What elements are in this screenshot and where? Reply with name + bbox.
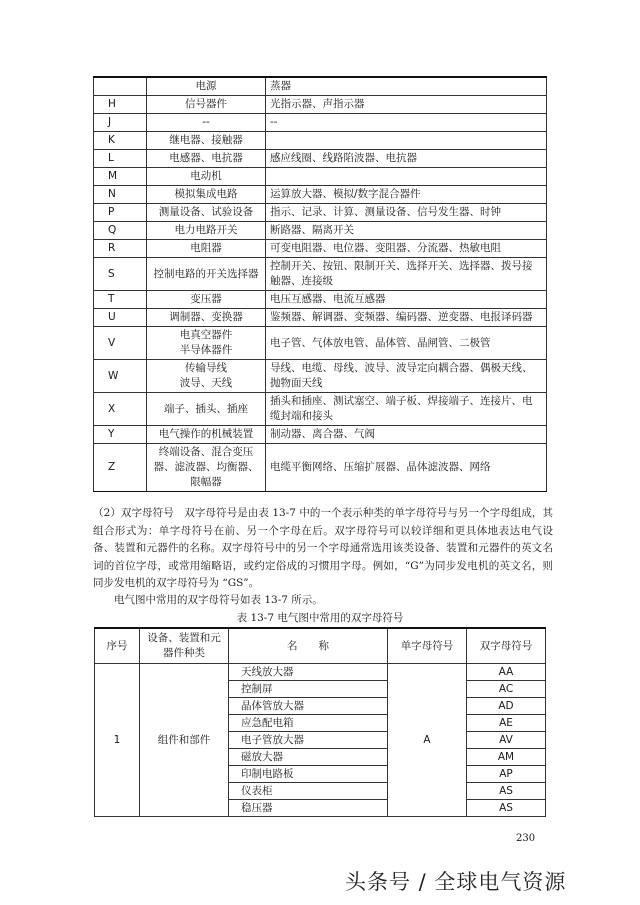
letter-cell: X xyxy=(94,393,147,426)
letter-cell: Q xyxy=(94,222,147,240)
header-double: 双字母符号 xyxy=(467,628,546,664)
example-cell: 导线、电缆、母线、波导、波导定向耦合器、偶极天线、抛物面天线 xyxy=(266,360,547,393)
table-row xyxy=(94,393,547,426)
page-number: 230 xyxy=(516,833,536,844)
device-cell: 端子、插头、插座 xyxy=(147,393,266,426)
table-row xyxy=(94,150,547,168)
example-cell: 鉴频器、解调器、变频器、编码器、逆变器、电报译码器 xyxy=(266,309,547,327)
table-row xyxy=(94,114,547,132)
example-cell xyxy=(266,132,547,150)
table-row xyxy=(94,204,547,222)
table-caption: 表 13-7 电气图中常用的双字母符号 xyxy=(236,612,404,624)
letter-cell: M xyxy=(94,168,147,186)
name-cell: 控制屏 xyxy=(229,681,388,698)
table-header-row xyxy=(95,628,546,664)
letter-codes-table xyxy=(93,76,547,492)
example-cell: 断路器、隔离开关 xyxy=(266,222,547,240)
device-cell: 测量设备、试验设备 xyxy=(147,204,266,222)
table-row xyxy=(94,291,547,309)
example-cell: 控制开关、按钮、限制开关、选择开关、选择器、拨号接触器、连接级 xyxy=(266,258,547,291)
device-cell: 电感器、电抗器 xyxy=(147,150,266,168)
device-cell: 电阻器 xyxy=(147,240,266,258)
example-cell: 制动器、离合器、气阀 xyxy=(266,426,547,444)
double-letter-cell: AV xyxy=(467,732,546,749)
letter-cell: P xyxy=(94,204,147,222)
device-cell: 调制器、变换器 xyxy=(147,309,266,327)
header-single: 单字母符号 xyxy=(388,628,467,664)
letter-cell: U xyxy=(94,309,147,327)
device-cell: 终端设备、混合变压器、滤波器、均衡器、限幅器 xyxy=(147,444,266,492)
device-cell: 传输导线 波导、天线 xyxy=(147,360,266,393)
table-row xyxy=(94,426,547,444)
double-letter-cell: AS xyxy=(467,783,546,800)
name-cell: 电子管放大器 xyxy=(229,732,388,749)
letter-cell: K xyxy=(94,132,147,150)
table-row xyxy=(94,77,547,96)
example-cell: 运算放大器、模拟/数字混合器件 xyxy=(266,186,547,204)
example-cell: 插头和插座、测试塞空、端子板、焊接端子、连接片、电缆封端和接头 xyxy=(266,393,547,426)
letter-cell: V xyxy=(94,327,147,360)
device-cell: 信号器件 xyxy=(147,96,266,114)
device-cell: 电力电路开关 xyxy=(147,222,266,240)
letter-cell: L xyxy=(94,150,147,168)
double-letter-cell: AP xyxy=(467,766,546,783)
device-cell: -- xyxy=(147,114,266,132)
double-letter-cell: AD xyxy=(467,698,546,715)
table-row xyxy=(94,360,547,393)
double-letter-cell: AM xyxy=(467,749,546,766)
double-letter-cell: AS xyxy=(467,800,546,817)
table-row xyxy=(94,258,547,291)
letter-cell: S xyxy=(94,258,147,291)
seq-cell: 1 xyxy=(95,664,140,817)
table-row xyxy=(94,96,547,114)
example-cell: 蒸器 xyxy=(266,77,547,96)
example-cell xyxy=(266,168,547,186)
example-cell: 电缆平衡网络、压缩扩展器、晶体滤波器、网络 xyxy=(266,444,547,492)
table-row xyxy=(94,327,547,360)
device-cell: 电气操作的机械装置 xyxy=(147,426,266,444)
letter-cell: T xyxy=(94,291,147,309)
letter-cell: Y xyxy=(94,426,147,444)
table-row xyxy=(95,664,546,681)
device-cell: 电源 xyxy=(147,77,266,96)
letter-cell: W xyxy=(94,360,147,393)
double-letter-cell: AC xyxy=(467,681,546,698)
letter-cell: J xyxy=(94,114,147,132)
device-cell: 继电器、接触器 xyxy=(147,132,266,150)
table-row xyxy=(94,132,547,150)
header-category: 设备、装置和元器件种类 xyxy=(140,628,229,664)
table-row xyxy=(94,309,547,327)
double-letter-table xyxy=(94,627,546,817)
table-row xyxy=(94,444,547,492)
table-row xyxy=(94,222,547,240)
table-intro-paragraph: 电气图中常用的双字母符号如表 13-7 所示。 xyxy=(114,594,323,606)
name-cell: 晶体管放大器 xyxy=(229,698,388,715)
example-cell: 指示、记录、计算、测量设备、信号发生器、时钟 xyxy=(266,204,547,222)
example-cell: 光指示器、声指示器 xyxy=(266,96,547,114)
single-letter-cell: A xyxy=(388,664,467,817)
letter-cell: N xyxy=(94,186,147,204)
device-cell: 模拟集成电路 xyxy=(147,186,266,204)
double-letter-cell: AA xyxy=(467,664,546,681)
category-cell: 组件和部件 xyxy=(140,664,229,817)
table-row xyxy=(94,186,547,204)
table-row xyxy=(94,168,547,186)
name-cell: 稳压器 xyxy=(229,800,388,817)
header-seq: 序号 xyxy=(95,628,140,664)
letter-cell xyxy=(94,77,147,96)
device-cell: 变压器 xyxy=(147,291,266,309)
device-cell: 电动机 xyxy=(147,168,266,186)
name-cell: 应急配电箱 xyxy=(229,715,388,732)
double-letter-paragraph: （2）双字母符号 双字母符号是由表 13-7 中的一个表示种类的单字母符号与另一个字母组成，其组合形式为：单字母符号在前、另一个字母在后。双字母符号可以较详细和更具体地表达电气设备、装置和元器件的名称。双字母符号中的另一个字母通常选用该类设备、装置和元器件的英文名词的首位字母，或常用缩略语，或约定俗成的习惯用字母。例如，“G”为同步发电机的英文名，则同步发电机的双字母符号为 “GS”。 xyxy=(93,507,553,589)
header-name: 名 称 xyxy=(229,628,388,664)
device-cell: 电真空器件 半导体器件 xyxy=(147,327,266,360)
double-letter-cell: AE xyxy=(467,715,546,732)
example-cell: 电子管、气体放电管、晶体管、晶闸管、二极管 xyxy=(266,327,547,360)
example-cell: -- xyxy=(266,114,547,132)
example-cell: 感应线圈、线路陷波器、电抗器 xyxy=(266,150,547,168)
device-cell: 控制电路的开关选择器 xyxy=(147,258,266,291)
watermark: 头条号 / 全球电气资源 xyxy=(345,870,567,894)
example-cell: 电压互感器、电流互感器 xyxy=(266,291,547,309)
example-cell: 可变电阻器、电位器、变阻器、分流器、热敏电阻 xyxy=(266,240,547,258)
table-row xyxy=(94,240,547,258)
name-cell: 仪表柜 xyxy=(229,783,388,800)
name-cell: 磁放大器 xyxy=(229,749,388,766)
letter-cell: H xyxy=(94,96,147,114)
name-cell: 印制电路板 xyxy=(229,766,388,783)
letter-cell: R xyxy=(94,240,147,258)
name-cell: 天线放大器 xyxy=(229,664,388,681)
letter-cell: Z xyxy=(94,444,147,492)
